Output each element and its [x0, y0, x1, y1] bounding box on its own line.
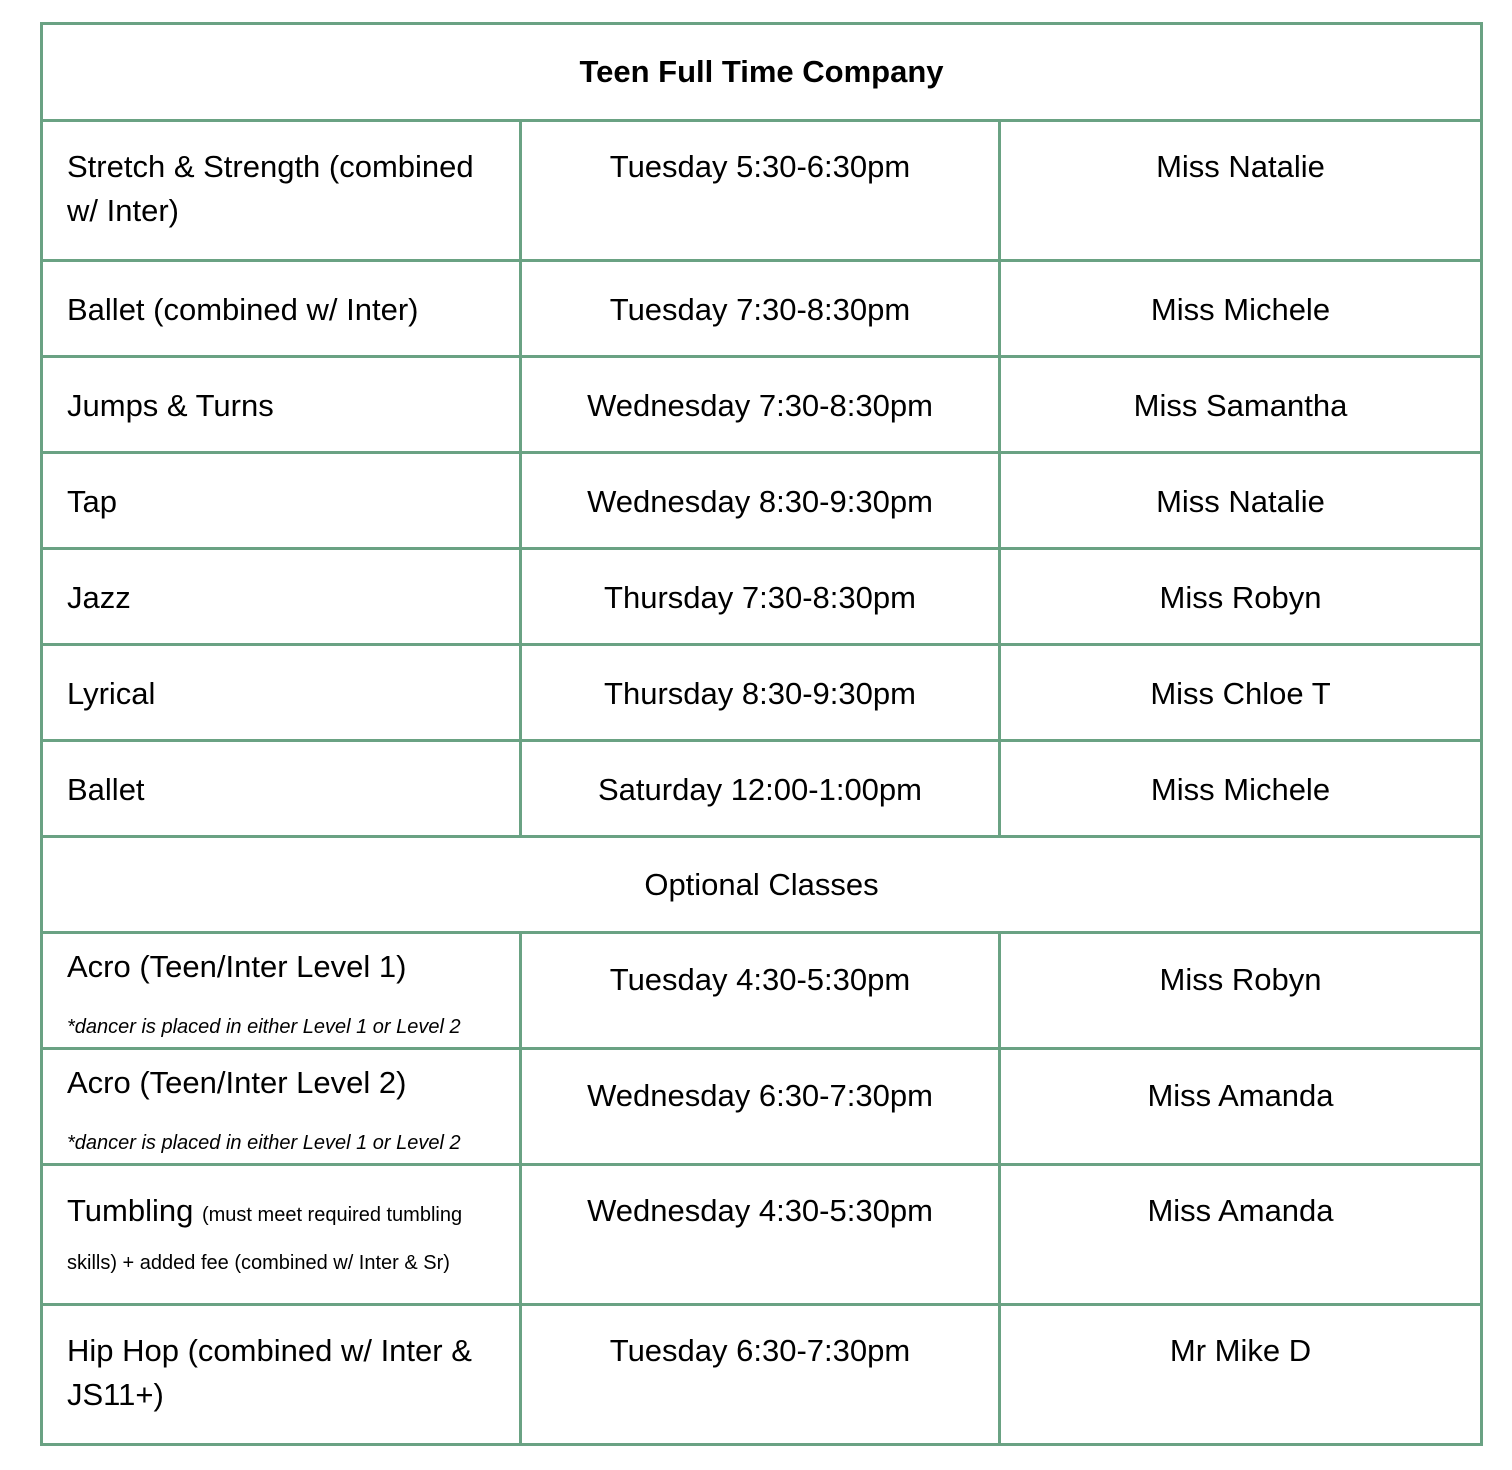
class-time: Wednesday 8:30-9:30pm — [521, 453, 1000, 549]
class-teacher: Miss Natalie — [1000, 453, 1482, 549]
class-name: Lyrical — [42, 645, 521, 741]
class-teacher: Miss Amanda — [1000, 1165, 1482, 1305]
class-teacher: Miss Michele — [1000, 261, 1482, 357]
table-row — [42, 357, 1482, 453]
class-teacher: Miss Robyn — [1000, 933, 1482, 1049]
class-name: Acro (Teen/Inter Level 1) — [67, 949, 407, 984]
schedule-table — [40, 22, 1483, 1446]
class-cell — [42, 1049, 521, 1165]
class-time: Wednesday 4:30-5:30pm — [521, 1165, 1000, 1305]
class-name: Jumps & Turns — [42, 357, 521, 453]
class-time: Wednesday 7:30-8:30pm — [521, 357, 1000, 453]
class-time: Wednesday 6:30-7:30pm — [521, 1049, 1000, 1165]
class-teacher: Miss Chloe T — [1000, 645, 1482, 741]
class-cell — [42, 1165, 521, 1305]
table-row — [42, 1305, 1482, 1445]
class-time: Tuesday 4:30-5:30pm — [521, 933, 1000, 1049]
class-name: Ballet (combined w/ Inter) — [42, 261, 521, 357]
table-row — [42, 1049, 1482, 1165]
table-row — [42, 1165, 1482, 1305]
section-header-optional: Optional Classes — [42, 837, 1482, 933]
class-name: Jazz — [42, 549, 521, 645]
section-header-row — [42, 837, 1482, 933]
class-name: Tap — [42, 453, 521, 549]
class-teacher: Mr Mike D — [1000, 1305, 1482, 1445]
table-title: Teen Full Time Company — [42, 24, 1482, 121]
class-note: *dancer is placed in either Level 1 or Level 2 — [67, 1132, 461, 1154]
class-name: Hip Hop (combined w/ Inter & JS11+) — [42, 1305, 521, 1445]
table-row — [42, 549, 1482, 645]
class-teacher: Miss Robyn — [1000, 549, 1482, 645]
class-time: Tuesday 6:30-7:30pm — [521, 1305, 1000, 1445]
table-title-row — [42, 24, 1482, 121]
table-row — [42, 645, 1482, 741]
class-name: Acro (Teen/Inter Level 2) — [67, 1065, 407, 1100]
class-time: Tuesday 7:30-8:30pm — [521, 261, 1000, 357]
table-row — [42, 121, 1482, 261]
table-row — [42, 741, 1482, 837]
class-teacher: Miss Amanda — [1000, 1049, 1482, 1165]
class-time: Thursday 8:30-9:30pm — [521, 645, 1000, 741]
class-cell — [42, 933, 521, 1049]
table-row — [42, 261, 1482, 357]
class-time: Saturday 12:00-1:00pm — [521, 741, 1000, 837]
table-row — [42, 453, 1482, 549]
class-teacher: Miss Samantha — [1000, 357, 1482, 453]
class-teacher: Miss Michele — [1000, 741, 1482, 837]
class-name: Ballet — [42, 741, 521, 837]
class-name: Tumbling — [67, 1193, 194, 1228]
class-detail: (must meet required tumbling skills) + added fee (combined w/ Inter & Sr) — [67, 1204, 463, 1274]
class-time: Thursday 7:30-8:30pm — [521, 549, 1000, 645]
class-name: Stretch & Strength (combined w/ Inter) — [42, 121, 521, 261]
class-time: Tuesday 5:30-6:30pm — [521, 121, 1000, 261]
class-teacher: Miss Natalie — [1000, 121, 1482, 261]
class-note: *dancer is placed in either Level 1 or Level 2 — [67, 1016, 461, 1038]
table-row — [42, 933, 1482, 1049]
